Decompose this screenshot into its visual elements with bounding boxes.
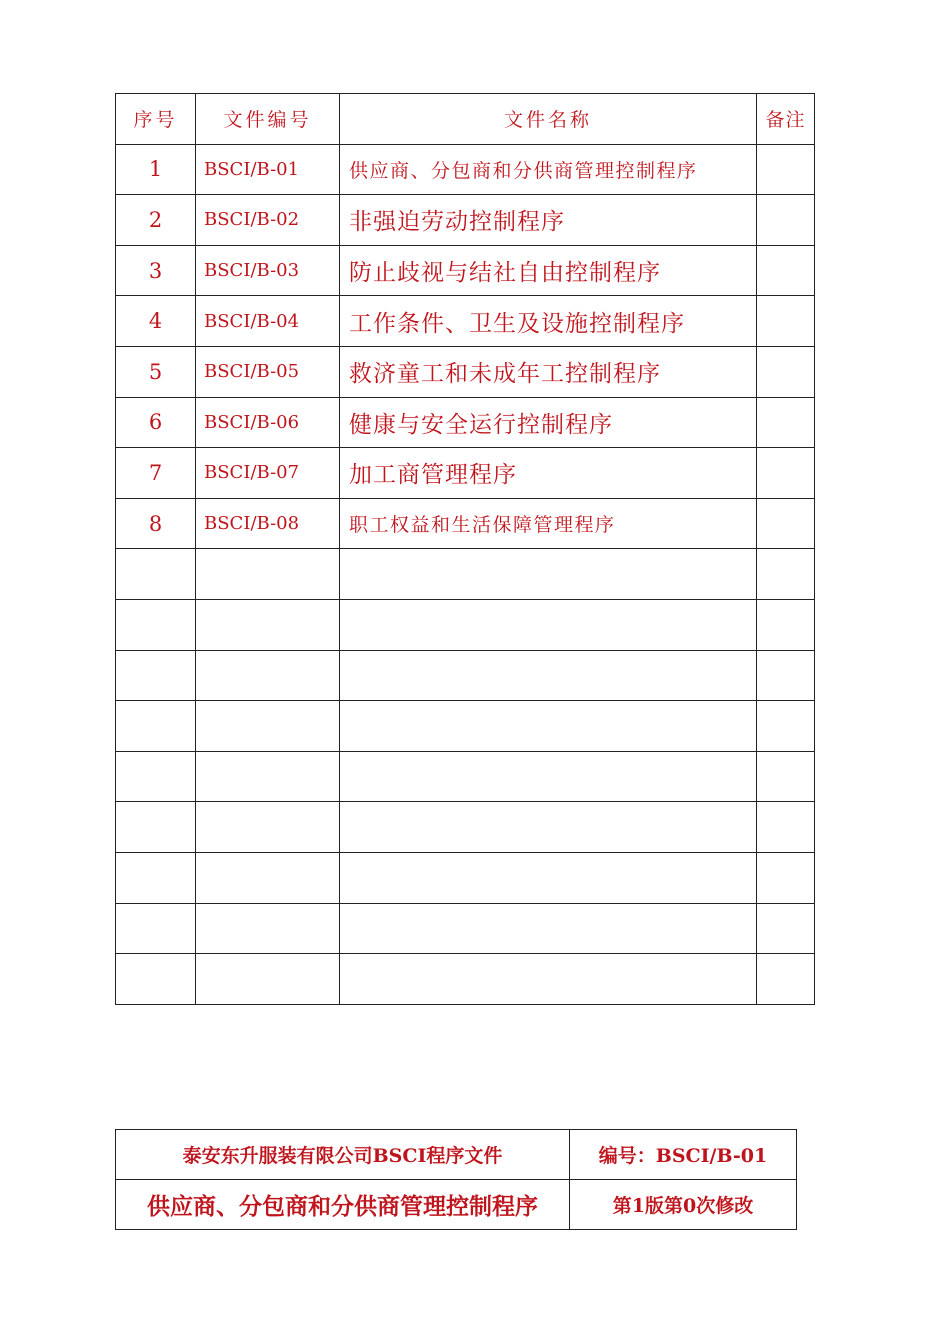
empty-cell bbox=[196, 954, 340, 1005]
row-name: 健康与安全运行控制程序 bbox=[340, 397, 757, 448]
empty-cell bbox=[757, 852, 815, 903]
empty-row bbox=[116, 954, 815, 1005]
footer-row-2 bbox=[116, 1180, 797, 1230]
empty-cell bbox=[340, 903, 757, 954]
empty-cell bbox=[757, 802, 815, 853]
empty-row bbox=[116, 751, 815, 802]
empty-cell bbox=[340, 802, 757, 853]
empty-cell bbox=[196, 852, 340, 903]
empty-cell bbox=[196, 751, 340, 802]
empty-cell bbox=[757, 549, 815, 600]
row-name: 职工权益和生活保障管理程序 bbox=[340, 498, 757, 549]
row-remark bbox=[757, 346, 815, 397]
revision: 第1版第0次修改 bbox=[570, 1180, 797, 1230]
row-no: 3 bbox=[116, 245, 196, 296]
row-remark bbox=[757, 397, 815, 448]
empty-cell bbox=[116, 549, 196, 600]
row-code: BSCI/B-01 bbox=[196, 144, 340, 195]
row-code: BSCI/B-05 bbox=[196, 346, 340, 397]
empty-cell bbox=[757, 751, 815, 802]
empty-row bbox=[116, 903, 815, 954]
table-row bbox=[116, 296, 815, 347]
empty-cell bbox=[340, 599, 757, 650]
header-code: 文件编号 bbox=[196, 94, 340, 145]
row-remark bbox=[757, 296, 815, 347]
empty-row bbox=[116, 852, 815, 903]
empty-cell bbox=[340, 650, 757, 701]
row-code: BSCI/B-08 bbox=[196, 498, 340, 549]
row-no: 8 bbox=[116, 498, 196, 549]
empty-cell bbox=[757, 701, 815, 752]
row-no: 1 bbox=[116, 144, 196, 195]
table-row bbox=[116, 245, 815, 296]
footer-row-1 bbox=[116, 1130, 797, 1180]
empty-row bbox=[116, 650, 815, 701]
empty-cell bbox=[757, 954, 815, 1005]
empty-cell bbox=[116, 650, 196, 701]
empty-row bbox=[116, 599, 815, 650]
empty-cell bbox=[340, 751, 757, 802]
empty-cell bbox=[757, 599, 815, 650]
document-index-table bbox=[115, 93, 815, 1005]
row-remark bbox=[757, 498, 815, 549]
row-remark bbox=[757, 448, 815, 499]
table-row bbox=[116, 397, 815, 448]
row-code: BSCI/B-07 bbox=[196, 448, 340, 499]
header-name: 文件名称 bbox=[340, 94, 757, 145]
row-no: 5 bbox=[116, 346, 196, 397]
row-remark bbox=[757, 245, 815, 296]
row-no: 7 bbox=[116, 448, 196, 499]
header-remark: 备注 bbox=[757, 94, 815, 145]
empty-row bbox=[116, 701, 815, 752]
empty-cell bbox=[116, 751, 196, 802]
doc-number: 编号：BSCI/B-01 bbox=[570, 1130, 797, 1180]
empty-cell bbox=[340, 701, 757, 752]
row-no: 2 bbox=[116, 195, 196, 246]
empty-cell bbox=[196, 599, 340, 650]
empty-cell bbox=[116, 903, 196, 954]
empty-cell bbox=[340, 852, 757, 903]
empty-cell bbox=[196, 650, 340, 701]
empty-cell bbox=[757, 650, 815, 701]
empty-cell bbox=[196, 701, 340, 752]
document-footer-table bbox=[115, 1129, 797, 1230]
empty-row bbox=[116, 802, 815, 853]
row-code: BSCI/B-04 bbox=[196, 296, 340, 347]
procedure-title: 供应商、分包商和分供商管理控制程序 bbox=[116, 1180, 570, 1230]
header-no: 序号 bbox=[116, 94, 196, 145]
empty-cell bbox=[196, 802, 340, 853]
empty-cell bbox=[116, 954, 196, 1005]
row-remark bbox=[757, 144, 815, 195]
table-row bbox=[116, 448, 815, 499]
table-row bbox=[116, 144, 815, 195]
empty-cell bbox=[116, 701, 196, 752]
row-code: BSCI/B-03 bbox=[196, 245, 340, 296]
table-row bbox=[116, 195, 815, 246]
empty-cell bbox=[116, 599, 196, 650]
company-title: 泰安东升服装有限公司BSCI程序文件 bbox=[116, 1130, 570, 1180]
table-row bbox=[116, 498, 815, 549]
row-name: 供应商、分包商和分供商管理控制程序 bbox=[340, 144, 757, 195]
empty-cell bbox=[196, 549, 340, 600]
empty-cell bbox=[116, 802, 196, 853]
empty-cell bbox=[340, 954, 757, 1005]
row-no: 6 bbox=[116, 397, 196, 448]
row-name: 工作条件、卫生及设施控制程序 bbox=[340, 296, 757, 347]
row-name: 防止歧视与结社自由控制程序 bbox=[340, 245, 757, 296]
empty-cell bbox=[340, 549, 757, 600]
row-remark bbox=[757, 195, 815, 246]
table-row bbox=[116, 346, 815, 397]
row-code: BSCI/B-06 bbox=[196, 397, 340, 448]
row-name: 非强迫劳动控制程序 bbox=[340, 195, 757, 246]
empty-row bbox=[116, 549, 815, 600]
empty-cell bbox=[757, 903, 815, 954]
row-no: 4 bbox=[116, 296, 196, 347]
row-name: 救济童工和未成年工控制程序 bbox=[340, 346, 757, 397]
empty-cell bbox=[116, 852, 196, 903]
empty-cell bbox=[196, 903, 340, 954]
table-header-row bbox=[116, 94, 815, 145]
row-name: 加工商管理程序 bbox=[340, 448, 757, 499]
row-code: BSCI/B-02 bbox=[196, 195, 340, 246]
